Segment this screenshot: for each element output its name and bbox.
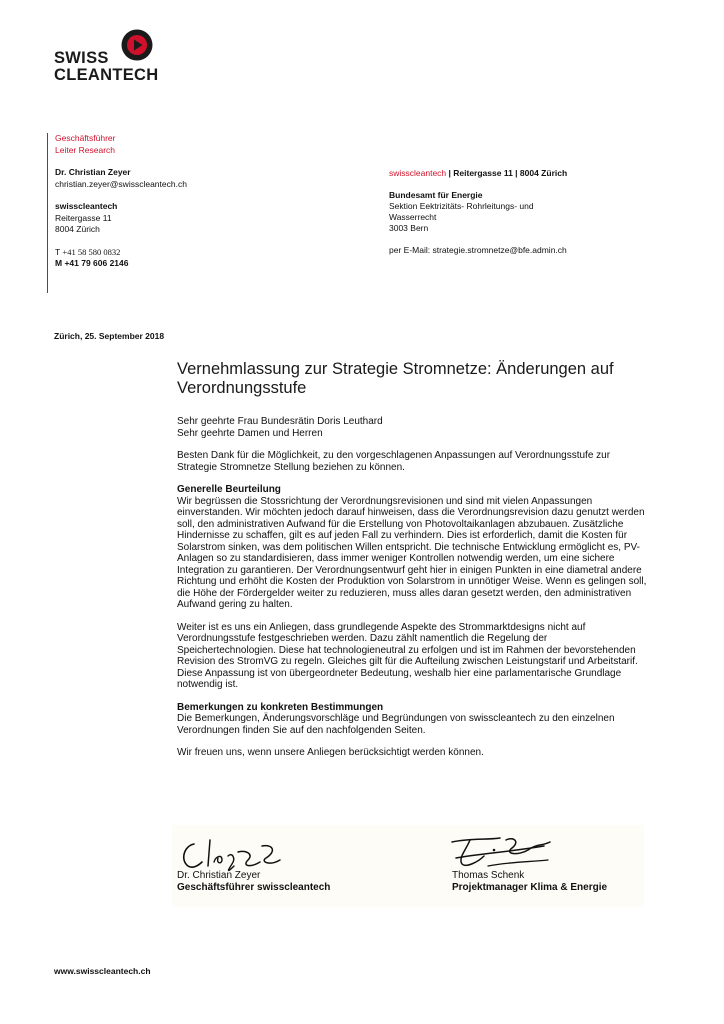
signer-1 [177,870,330,894]
sender-email[interactable]: christian.zeyer@swisscleantech.ch [55,178,187,189]
recipient-name: Bundesamt für Energie [389,190,483,200]
closing-paragraph [177,747,647,759]
sender-street: Reitergasse 11 [55,212,112,223]
section-2-text: Weiter ist es uns ein Anliegen, dass grundlegende Aspekte des Strommarktdesigns nicht auf Verordnungsstufe festgeschrieben werden. Dazu zählt namentlich die Regelung der Speichertechnologien. Diese hat technologieneutral zu erfolgen und ist im Rahmen der bevorstehenden Revision des StromVG zu regeln. Gleiches gilt für die Aufteilung zwischen Leistungstarif und Arbeitstarif. Diese Anpassung ist von übergeordneter Bedeutung, weshalb hier eine parlamentarische Grundlage notwendig ist. [177,621,638,690]
recipient-email[interactable]: per E-Mail: strategie.stromnetze@bfe.admin.ch [389,245,567,255]
sender-role-2: Leiter Research [55,144,116,155]
section-market-design [177,622,647,691]
section-3-text: Die Bemerkungen, Änderungsvorschläge und Begründungen von swisscleantech zu den einzelnen Verordnungen finden Sie auf den nachfolgenden Seiten. [177,713,615,736]
letter-date: Zürich, 25. September 2018 [54,331,165,341]
section-general [177,484,647,611]
salutation-2: Sehr geehrte Damen und Herren [177,427,323,439]
phone-label: T [55,246,61,257]
signer-1-title: Geschäftsführer swisscleantech [177,882,331,893]
signer-2-title: Projektmanager Klima & Energie [452,882,608,893]
section-3-heading: Bemerkungen zu konkreten Bestimmungen [177,701,384,713]
section-1-text: Wir begrüssen die Stossrichtung der Verordnungsrevisionen und sind mit vielen Anpassungen einverstanden. Wir möchten jedoch darauf hinweisen, dass die Verordnungsrevision dazu genutzt werden soll, den administrativen Aufwand für die Erstellung von Photovoltaikanlagen abzubauen. Zusätzliche Hindernisse zu schaffen, gilt es auf jeden Fall zu verhindern. Dies ist erforderlich, damit die Kosten für Solarstrom sinken, was dem politischen Willen entspricht. Die technische Entwicklung ermöglicht es, PV-Anlagen so zu standardisieren, dass immer weniger Kontrollen notwendig werden, um eine sichere Integration zu garantieren. Der Verordnungsentwurf geht hier in einigen Punkten in eine diametral andere Richtung und erhöht die Kosten der Produktion von Solarstrom in unnötiger Weise. Wenn es gelingen soll, die Höhe der Fördergelder weiter zu reduzieren, muss alles daran gesetzt werden, den administrativen Aufwand gering zu halten. [177,495,647,610]
signature-zeyer [176,836,286,874]
footer-website[interactable]: www.swisscleantech.ch [54,966,151,976]
salutation [177,416,647,439]
section-remarks [177,702,647,737]
sender-block [47,133,285,293]
section-1-heading: Generelle Beurteilung [177,484,281,495]
signer-2 [452,870,607,894]
letter-body [177,360,647,770]
sender-city: 8004 Zürich [55,224,100,234]
play-logo-icon [120,28,154,62]
intro-paragraph [177,450,647,473]
recipient-block [389,168,649,256]
sender-role-1: Geschäftsführer [55,133,116,143]
logo-line-2: CLEANTECH [54,66,159,84]
logo-line-1: SWISS [54,49,109,67]
return-address [389,168,649,179]
recipient-line-3: 3003 Bern [389,223,429,233]
signer-1-name: Dr. Christian Zeyer [177,870,261,881]
signer-2-name: Thomas Schenk [452,870,525,881]
closing-text: Wir freuen uns, wenn unsere Anliegen berücksichtigt werden können. [177,747,484,758]
letter-title: Vernehmlassung zur Strategie Stromnetze: Änderungen auf Verordnungsstufe [177,360,614,397]
sender-phone-line [55,247,285,259]
return-org: swisscleantech [389,168,447,178]
recipient-line-1: Sektion Eektrizitäts- Rohrleitungs- und [389,201,534,211]
return-street: | Reitergasse 11 | 8004 Zürich [446,168,568,178]
sender-mobile: M +41 79 606 2146 [55,258,129,268]
sender-phone: +41 58 580 0832 [62,246,121,257]
sender-name: Dr. Christian Zeyer [55,167,131,177]
recipient-line-2: Wasserrecht [389,212,437,222]
signature-schenk [448,832,558,874]
sender-org: swisscleantech [55,201,118,211]
intro-text: Besten Dank für die Möglichkeit, zu den vorgeschlagenen Anpassungen auf Verordnungsstufe zur Strategie Stromnetze Stellung beziehen zu können. [177,450,611,473]
salutation-1: Sehr geehrte Frau Bundesrätin Doris Leuthard [177,416,383,427]
